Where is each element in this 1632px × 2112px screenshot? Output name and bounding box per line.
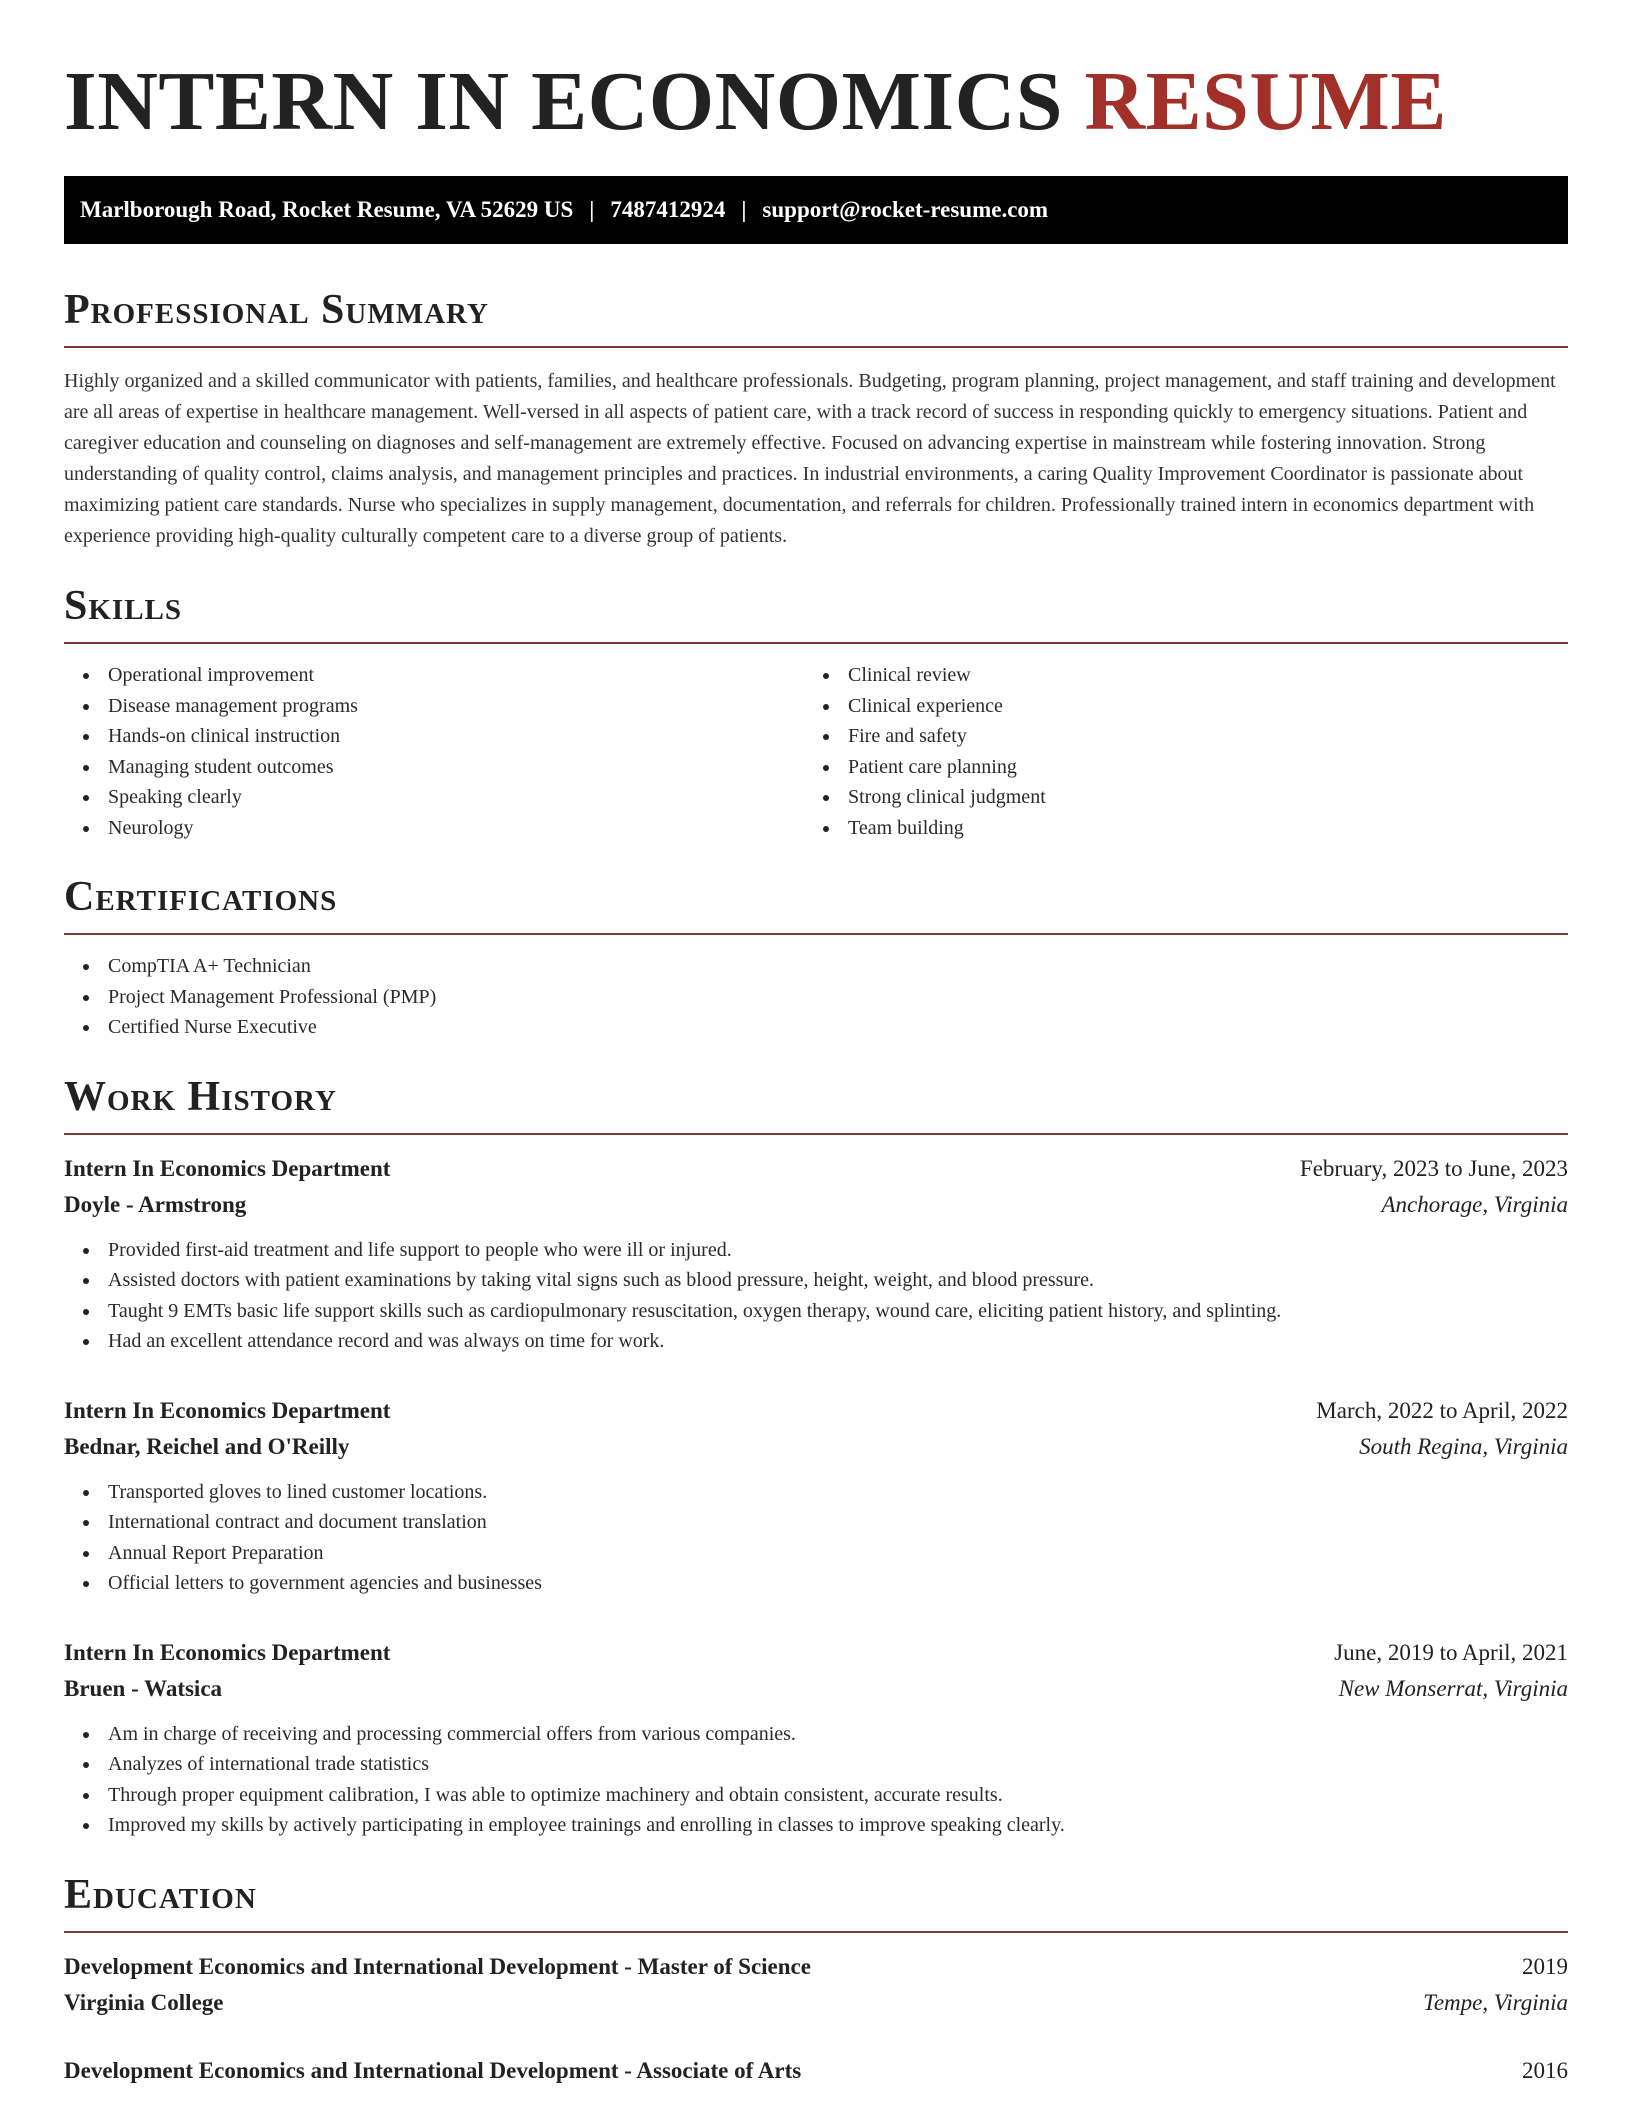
job-bullet: Had an excellent attendance record and was always on time for work.: [64, 1326, 1568, 1357]
section-divider: [64, 346, 1568, 348]
job-entry: [64, 1393, 1568, 1599]
skill-item: Clinical review: [804, 660, 1544, 691]
job-bullet: Annual Report Preparation: [64, 1538, 1568, 1569]
job-bullet: Improved my skills by actively participating in employee trainings and enrolling in classes to improve speaking clearly.: [64, 1810, 1568, 1841]
job-company: Bednar, Reichel and O'Reilly: [64, 1433, 350, 1459]
skills-list-left: [64, 660, 804, 843]
job-bullet: Transported gloves to lined customer locations.: [64, 1477, 1568, 1508]
education-header: [64, 1949, 1568, 1985]
summary-text: Highly organized and a skilled communicator with patients, families, and healthcare professionals. Budgeting, program planning, project management, and staff training and development are all areas of expertise in healthcare management. Well-versed in all aspects of patient care, with a track record of success in responding quickly to emergency situations. Patient and caregiver education and counseling on diagnoses and self-management are extremely effective. Focused on advancing expertise in mainstream while fostering innovation. Strong understanding of quality control, claims analysis, and management principles and practices. In industrial environments, a caring Quality Improvement Coordinator is passionate about maximizing patient care standards. Nurse who specializes in supply management, documentation, and referrals for children. Professionally trained intern in economics department with experience providing high-quality culturally competent care to a diverse group of patients.: [64, 370, 1556, 547]
job-title: Intern In Economics Department: [64, 1397, 391, 1423]
resume-title: [64, 52, 1568, 152]
job-title: Intern In Economics Department: [64, 1639, 391, 1665]
education-degree: Development Economics and International Development - Associate of Arts: [64, 2057, 802, 2083]
skill-item: Clinical experience: [804, 691, 1544, 722]
skill-item: Speaking clearly: [64, 782, 804, 813]
education-heading: Education: [64, 1871, 257, 1918]
job-company: Doyle - Armstrong: [64, 1191, 247, 1217]
job-subheader: [64, 1671, 1568, 1707]
skill-item: Disease management programs: [64, 691, 804, 722]
resume-page: [64, 0, 1568, 2089]
education-year: 2016: [1522, 2057, 1568, 2083]
job-bullet: Provided first-aid treatment and life support to people who were ill or injured.: [64, 1235, 1568, 1266]
job-bullet: International contract and document translation: [64, 1507, 1568, 1538]
skills-list-right: [804, 660, 1544, 843]
job-header: [64, 1635, 1568, 1671]
job-bullet: Official letters to government agencies and businesses: [64, 1568, 1568, 1599]
contact-separator: |: [589, 197, 595, 222]
certification-item: CompTIA A+ Technician: [64, 951, 1568, 982]
contact-separator: |: [741, 197, 747, 222]
education-school: Virginia College: [64, 1989, 224, 2015]
skill-item: Fire and safety: [804, 721, 1544, 752]
job-entry: [64, 1151, 1568, 1357]
contact-bar: [64, 176, 1568, 244]
education-subheader: [64, 1985, 1568, 2021]
job-bullet: Analyzes of international trade statistics: [64, 1749, 1568, 1780]
section-divider: [64, 642, 1568, 644]
section-divider: [64, 1133, 1568, 1135]
contact-address: Marlborough Road, Rocket Resume, VA 52629 US: [80, 197, 574, 222]
skill-item: Strong clinical judgment: [804, 782, 1544, 813]
certification-item: Certified Nurse Executive: [64, 1012, 1568, 1043]
skills-section: [64, 580, 1568, 843]
skill-item: Team building: [804, 813, 1544, 844]
job-dates: June, 2019 to April, 2021: [1334, 1639, 1568, 1665]
certifications-heading: Certifications: [64, 874, 338, 920]
job-location: New Monserrat, Virginia: [1338, 1675, 1568, 1701]
education-header: [64, 2053, 1568, 2089]
job-bullets: [64, 1719, 1568, 1841]
skill-item: Hands-on clinical instruction: [64, 721, 804, 752]
job-subheader: [64, 1429, 1568, 1465]
skill-item: Patient care planning: [804, 752, 1544, 783]
job-location: South Regina, Virginia: [1359, 1433, 1568, 1459]
certifications-section: [64, 871, 1568, 1043]
education-year: 2019: [1522, 1953, 1568, 1979]
job-subheader: [64, 1187, 1568, 1223]
job-title: Intern In Economics Department: [64, 1155, 391, 1181]
job-bullets: [64, 1235, 1568, 1357]
title-accent: RESUME: [1084, 55, 1447, 148]
skill-item: Operational improvement: [64, 660, 804, 691]
job-header: [64, 1151, 1568, 1187]
title-main: INTERN IN ECONOMICS: [64, 55, 1063, 148]
job-dates: March, 2022 to April, 2022: [1316, 1397, 1568, 1423]
job-dates: February, 2023 to June, 2023: [1299, 1155, 1568, 1181]
work-history-heading: Work History: [64, 1073, 337, 1120]
skills-heading: Skills: [64, 583, 183, 629]
education-entry: [64, 1949, 1568, 2021]
section-divider: [64, 1931, 1568, 1933]
job-bullet: Through proper equipment calibration, I was able to optimize machinery and obtain consistent, accurate results.: [64, 1780, 1568, 1811]
job-location: Anchorage, Virginia: [1381, 1191, 1568, 1217]
education-degree: Development Economics and International Development - Master of Science: [64, 1953, 811, 1979]
job-header: [64, 1393, 1568, 1429]
job-bullets: [64, 1477, 1568, 1599]
skills-grid: [64, 660, 1568, 843]
work-history-section: [64, 1071, 1568, 1841]
skill-item: Neurology: [64, 813, 804, 844]
job-bullet: Taught 9 EMTs basic life support skills such as cardiopulmonary resuscitation, oxygen therapy, wound care, eliciting patient history, and splinting.: [64, 1296, 1568, 1327]
job-bullet: Am in charge of receiving and processing commercial offers from various companies.: [64, 1719, 1568, 1750]
section-divider: [64, 933, 1568, 935]
job-company: Bruen - Watsica: [64, 1675, 223, 1701]
summary-heading: Professional Summary: [64, 287, 489, 333]
contact-email: support@rocket-resume.com: [762, 197, 1049, 222]
certifications-list: [64, 951, 1568, 1043]
education-location: Tempe, Virginia: [1423, 1989, 1568, 2015]
certification-item: Project Management Professional (PMP): [64, 982, 1568, 1013]
skill-item: Managing student outcomes: [64, 752, 804, 783]
education-section: [64, 1869, 1568, 2089]
job-bullet: Assisted doctors with patient examinations by taking vital signs such as blood pressure, height, weight, and blood pressure.: [64, 1265, 1568, 1296]
education-entry: [64, 2053, 1568, 2089]
contact-phone: 7487412924: [610, 197, 726, 222]
summary-section: [64, 284, 1568, 552]
job-entry: [64, 1635, 1568, 1841]
